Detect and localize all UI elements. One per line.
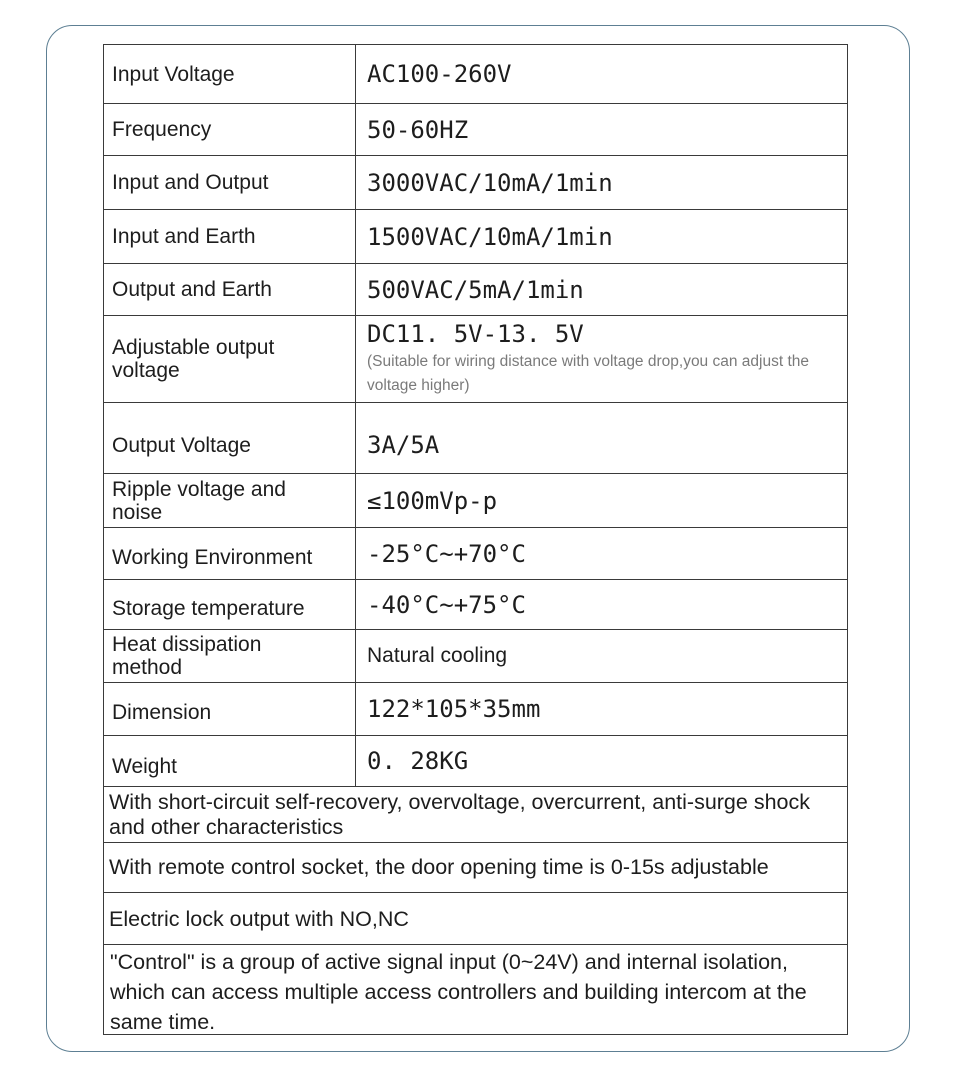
spec-label: Input and Output xyxy=(104,156,356,209)
spec-label: Dimension xyxy=(104,683,356,735)
table-row xyxy=(104,580,847,630)
spec-label: Input Voltage xyxy=(104,45,356,103)
spec-table xyxy=(103,44,848,1035)
feature-text: With remote control socket, the door opening time is 0-15s adjustable xyxy=(109,855,769,879)
table-row xyxy=(104,210,847,264)
spec-label: Ripple voltage and noise xyxy=(104,474,356,527)
table-row xyxy=(104,403,847,474)
table-row xyxy=(104,45,847,104)
table-row xyxy=(104,893,847,945)
spec-value: 3A/5A xyxy=(367,431,440,459)
table-row xyxy=(104,474,847,528)
spec-value: -25°C~+70°C xyxy=(367,539,526,568)
spec-label: Adjustable output voltage xyxy=(104,316,356,402)
feature-text: Electric lock output with NO,NC xyxy=(109,907,409,931)
spec-label: Working Environment xyxy=(104,528,356,579)
table-row xyxy=(104,316,847,403)
table-row xyxy=(104,104,847,156)
spec-value: -40°C~+75°C xyxy=(367,590,526,619)
spec-label: Output Voltage xyxy=(104,403,356,473)
spec-label: Storage temperature xyxy=(104,580,356,629)
table-row xyxy=(104,156,847,210)
spec-value-group xyxy=(356,316,847,402)
spec-value: 3000VAC/10mA/1min xyxy=(367,168,613,197)
spec-note: (Suitable for wiring distance with voltage drop,you can adjust the voltage higher) xyxy=(367,353,809,394)
spec-value: Natural cooling xyxy=(367,644,508,667)
feature-text: "Control" is a group of active signal input (0~24V) and internal isolation, which can access multiple access controllers and building intercom at the same time. xyxy=(110,950,807,1034)
spec-value: AC100-260V xyxy=(367,60,512,88)
table-row xyxy=(104,630,847,683)
spec-value: 1500VAC/10mA/1min xyxy=(367,222,613,251)
table-row xyxy=(104,843,847,893)
table-row xyxy=(104,945,847,1034)
spec-value: 500VAC/5mA/1min xyxy=(367,275,584,304)
spec-label: Heat dissipation method xyxy=(104,630,356,682)
feature-text: With short-circuit self-recovery, overvoltage, overcurrent, anti-surge shock and other characteristics xyxy=(109,789,810,839)
spec-label: Frequency xyxy=(104,104,356,155)
table-row xyxy=(104,683,847,736)
table-row xyxy=(104,787,847,843)
table-row xyxy=(104,264,847,316)
spec-value: 122*105*35mm xyxy=(367,695,541,723)
spec-value: DC11. 5V-13. 5V xyxy=(367,320,584,348)
spec-label: Weight xyxy=(104,736,356,786)
spec-value: 50-60HZ xyxy=(367,115,469,144)
table-row xyxy=(104,528,847,580)
spec-label: Output and Earth xyxy=(104,264,356,315)
table-row xyxy=(104,736,847,787)
spec-value: ≤100mVp-p xyxy=(367,486,498,515)
spec-value: 0. 28KG xyxy=(367,747,469,775)
spec-label: Input and Earth xyxy=(104,210,356,263)
